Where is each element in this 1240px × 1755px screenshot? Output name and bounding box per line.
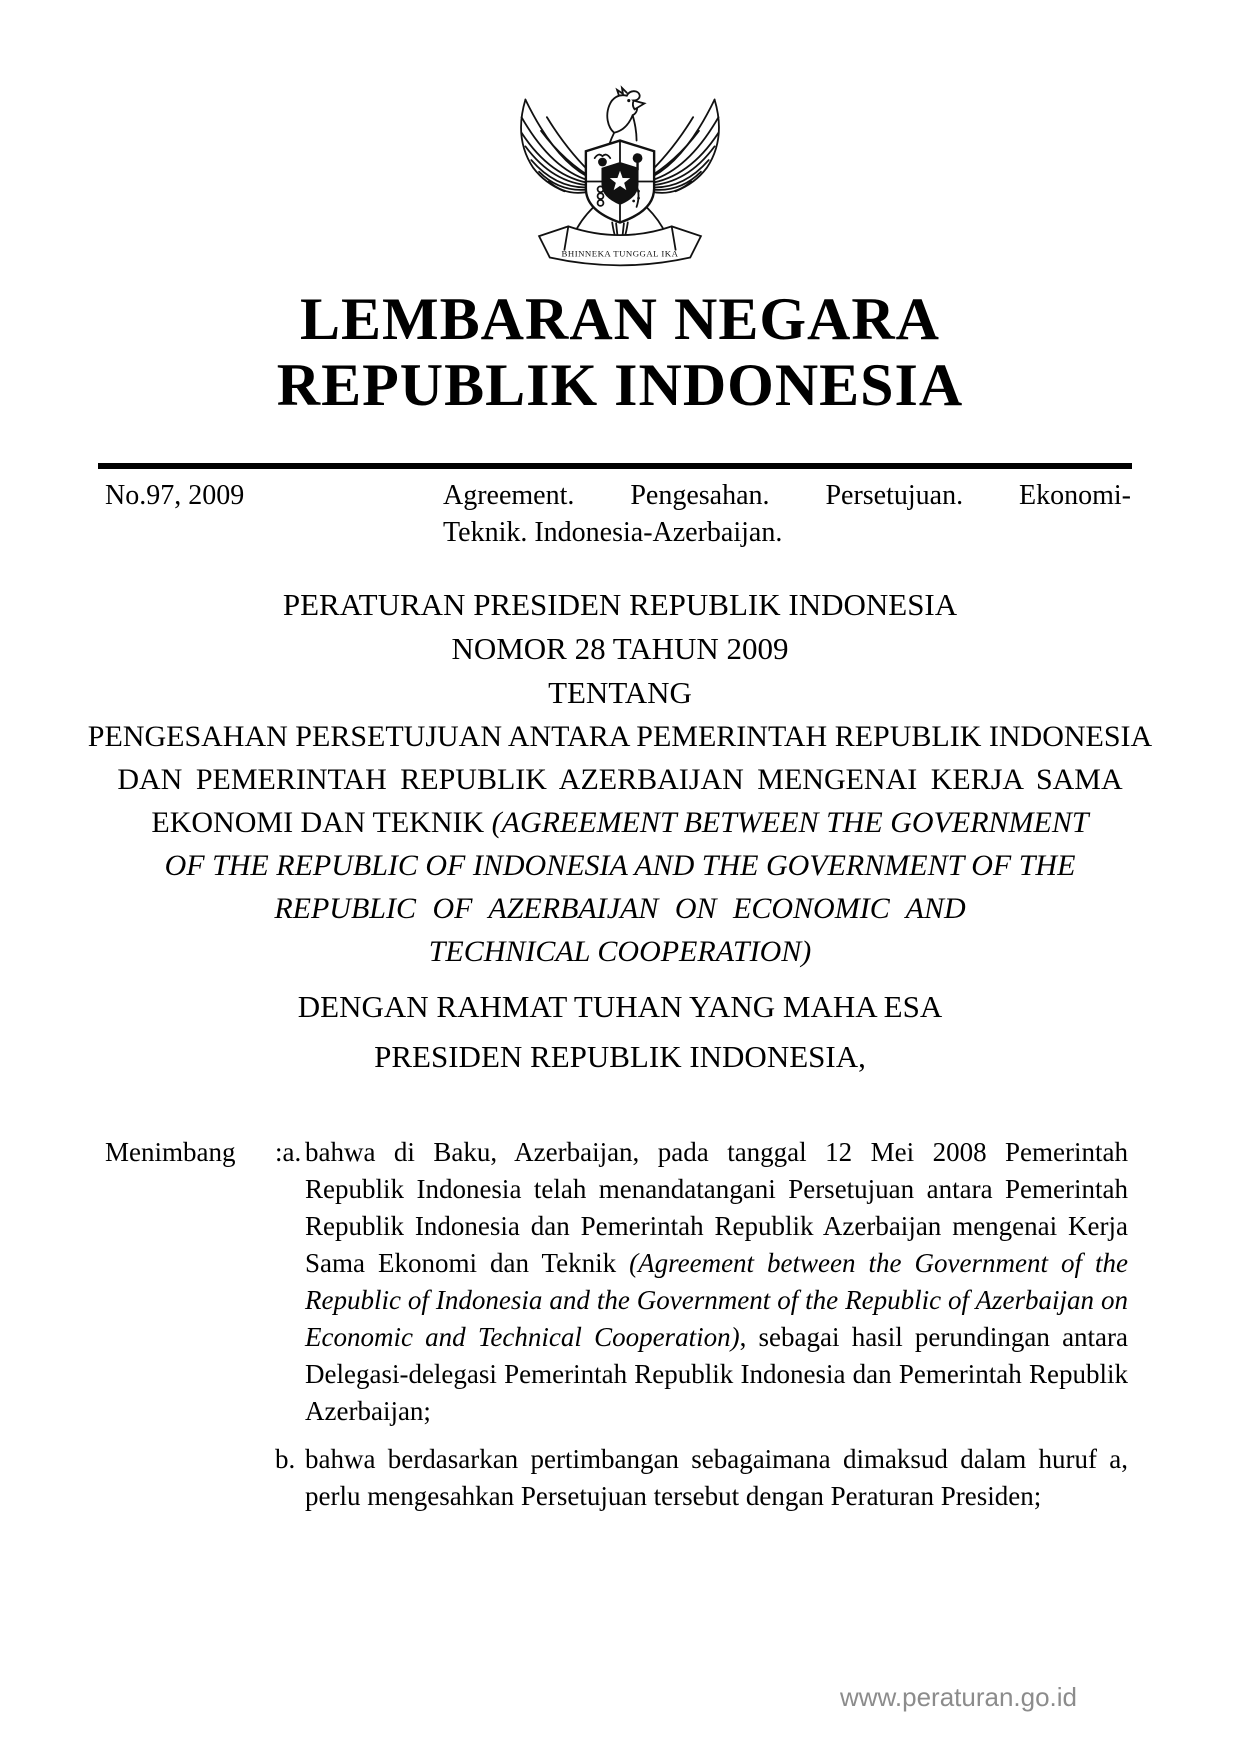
- item-text: bahwa berdasarkan pertimbangan sebagaimana dimaksud dalam huruf a, perlu mengesahkan Persetujuan tersebut dengan Peraturan Presiden;: [305, 1444, 1128, 1511]
- regulation-heading: [30, 583, 1210, 1079]
- considering-label: Menimbang: [105, 1137, 236, 1167]
- issue-number: No.97, 2009: [105, 480, 245, 511]
- considering-section: [105, 1134, 1128, 1515]
- gazette-title-line1: LEMBARAN NEGARA: [299, 286, 941, 352]
- considering-item-b: [275, 1441, 1128, 1515]
- footer-url: www.peraturan.go.id: [840, 1682, 1078, 1712]
- motto-ribbon-icon: [539, 226, 701, 265]
- regulation-title-line: DAN PEMERINTAH REPUBLIK AZERBAIJAN MENGENAI KERJA SAMA: [117, 763, 1123, 796]
- regulation-title-line: OF THE REPUBLIC OF INDONESIA AND THE GOVERNMENT OF THE: [164, 849, 1076, 882]
- regulation-about-label: TENTANG: [548, 675, 692, 710]
- item-text: bahwa di Baku, Azerbaijan, pada tanggal 12 Mei 2008 Pemerintah Republik Indonesia telah menandatangani Persetujuan antara Pemerintah Republik Indonesia dan Pemerintah Republik Azerbaijan mengenai Kerja Sama Ekonomi dan Teknik (Agreement between the Government of the Republic of Indonesia and the Government of the Republic of Azerbaijan on Economic and Technical Cooperation), sebagai hasil perundingan antara Delegasi-delegasi Pemerintah Republik Indonesia dan Pemerintah Republik Azerbaijan;: [305, 1137, 1129, 1426]
- regulation-type: PERATURAN PRESIDEN REPUBLIK INDONESIA: [282, 587, 958, 622]
- issuer-line: PRESIDEN REPUBLIK INDONESIA,: [374, 1039, 866, 1074]
- garuda-pancasila-emblem: [518, 84, 723, 279]
- issue-row: [105, 477, 1131, 551]
- subject-line2: Teknik. Indonesia-Azerbaijan.: [443, 517, 783, 548]
- item-marker: :a.: [275, 1137, 302, 1167]
- regulation-title-line: REPUBLIC OF AZERBAIJAN ON ECONOMIC AND: [274, 892, 966, 925]
- subject-line1: Agreement. Pengesahan. Persetujuan. Ekonomi-: [443, 480, 1131, 511]
- regulation-title-line: TECHNICAL COOPERATION): [428, 935, 812, 968]
- regulation-title-line: PENGESAHAN PERSETUJUAN ANTARA PEMERINTAH REPUBLIK INDONESIA: [87, 720, 1153, 753]
- pancasila-shield-icon: [586, 141, 654, 223]
- regulation-title-line: EKONOMI DAN TEKNIK (AGREEMENT BETWEEN THE GOVERNMENT: [151, 806, 1089, 839]
- gazette-title: [0, 286, 1240, 418]
- emblem-motto: BHINNEKA TUNGGAL IKA: [561, 248, 679, 259]
- garuda-head-icon: [607, 88, 644, 145]
- regulation-number: NOMOR 28 TAHUN 2009: [451, 631, 789, 666]
- considering-item-a: [275, 1134, 1128, 1430]
- masthead-divider: [98, 463, 1132, 469]
- invocation-line: DENGAN RAHMAT TUHAN YANG MAHA ESA: [297, 989, 943, 1024]
- item-marker: b.: [275, 1444, 296, 1474]
- gazette-title-line2: REPUBLIK INDONESIA: [276, 352, 964, 418]
- subject-abstract: [443, 477, 1131, 551]
